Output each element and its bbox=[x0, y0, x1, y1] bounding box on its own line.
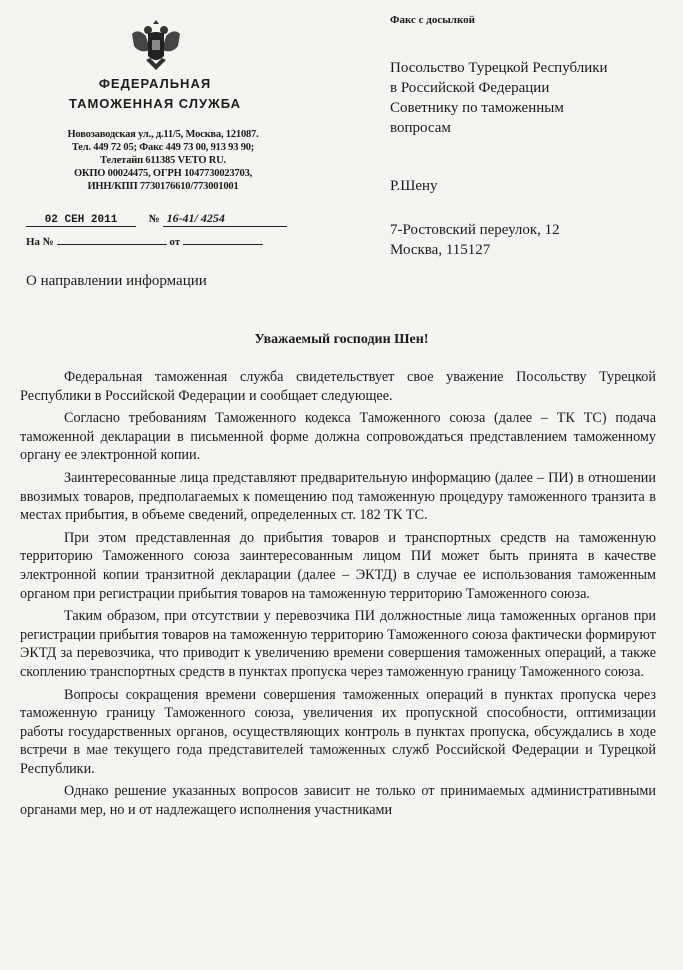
body-paragraph: Однако решение указанных вопросов зависит не только от принимаемых административными органами мер, но и от надлежащего исполнения участниками bbox=[20, 783, 656, 819]
double-headed-eagle-emblem-icon bbox=[128, 16, 184, 74]
registration-number: 16-41/ 4254 bbox=[163, 211, 287, 227]
body-paragraph: Согласно требованиям Таможенного кодекса Таможенного союза (далее – ТК ТС) подача таможенной декларации в письменной форме должна сопровождаться представлением таможенному органу ее электронной копии. bbox=[20, 410, 656, 464]
recipient-address-line: Москва, 115127 bbox=[390, 242, 491, 258]
registration-date: 02 СЕН 2011 bbox=[26, 214, 136, 227]
registration-line bbox=[26, 211, 287, 227]
address-line: Телетайп 611385 VETO RU. bbox=[100, 155, 226, 166]
salutation: Уважаемый господин Шен! bbox=[254, 332, 429, 347]
address-line: ИНН/КПП 7730176610/773001001 bbox=[87, 181, 239, 192]
recipient-line: Посольство Турецкой Республики bbox=[390, 60, 608, 76]
body-paragraph: Таким образом, при отсутствии у перевозчика ПИ должностные лица таможенных органов при регистрации прибытия товаров на таможенную территорию Таможенного союза фактически формируют ЭКТД за перевозчика, что приводит к увеличению времени совершения таможенных операций, а также скоплению транспортных средств в пунктах пропуска через таможенную границу Таможенного союза. bbox=[20, 608, 656, 680]
number-label: № bbox=[148, 213, 160, 225]
body-paragraph: Вопросы сокращения времени совершения таможенных операций в пунктах пропуска через таможенную границу Таможенного союза, увеличения их пропускной способности, оптимизации работы государственных органов, осуществляющих контроль в пунктах пропуска, обсуждались в ходе встречи в мае текущего года представителей таможенных служб Российской Федерации и Турецкой Республики. bbox=[20, 686, 656, 777]
reference-line bbox=[26, 236, 263, 248]
address-line: Тел. 449 72 05; Факс 449 73 00, 913 93 90; bbox=[71, 142, 255, 153]
body-paragraph: Заинтересованные лица представляют предварительную информацию (далее – ПИ) в отношении ввозимых товаров, предполагаемых к помещению под таможенную процедуру таможенного транзита в местах прибытия, в объеме сведений, определенных ст. 182 ТК ТС. bbox=[20, 469, 656, 524]
recipient-name: Р.Шену bbox=[390, 178, 438, 194]
fax-note: Факс с досылкой bbox=[390, 14, 476, 26]
recipient-line: в Российской Федерации bbox=[390, 80, 550, 96]
recipient-address bbox=[390, 220, 560, 260]
org-name-line: ТАМОЖЕННАЯ СЛУЖБА bbox=[68, 96, 242, 111]
body-paragraph: При этом представленная до прибытия товаров и транспортных средств на таможенную территорию Таможенного союза заинтересованным лицом ПИ может быть принята в качестве электронной копии транзитной декларации (далее – ЭКТД) в случае ее использования таможенным органом при регистрации прибытия товаров на таможенную территорию Таможенного союза. bbox=[20, 529, 656, 602]
from-blank bbox=[183, 244, 263, 245]
organization-address bbox=[18, 128, 308, 193]
reference-label: На № bbox=[26, 236, 54, 248]
recipient-block bbox=[390, 58, 608, 138]
reference-blank bbox=[57, 244, 167, 245]
organization-name bbox=[40, 74, 270, 114]
recipient-line: Советнику по таможенным bbox=[390, 100, 564, 116]
recipient-line: вопросам bbox=[390, 120, 451, 136]
body-paragraph: Федеральная таможенная служба свидетельствует свое уважение Посольству Турецкой Республики в Российской Федерации и сообщает следующее. bbox=[20, 369, 656, 404]
address-line: Новозаводская ул., д.11/5, Москва, 121087. bbox=[67, 129, 259, 140]
subject-line: О направлении информации bbox=[26, 273, 207, 289]
address-line: ОКПО 00024475, ОГРН 1047730023703, bbox=[73, 168, 253, 179]
from-label: от bbox=[169, 236, 181, 248]
letter-body bbox=[20, 368, 656, 824]
recipient-address-line: 7-Ростовский переулок, 12 bbox=[390, 222, 560, 238]
org-name-line: ФЕДЕРАЛЬНАЯ bbox=[98, 76, 212, 91]
